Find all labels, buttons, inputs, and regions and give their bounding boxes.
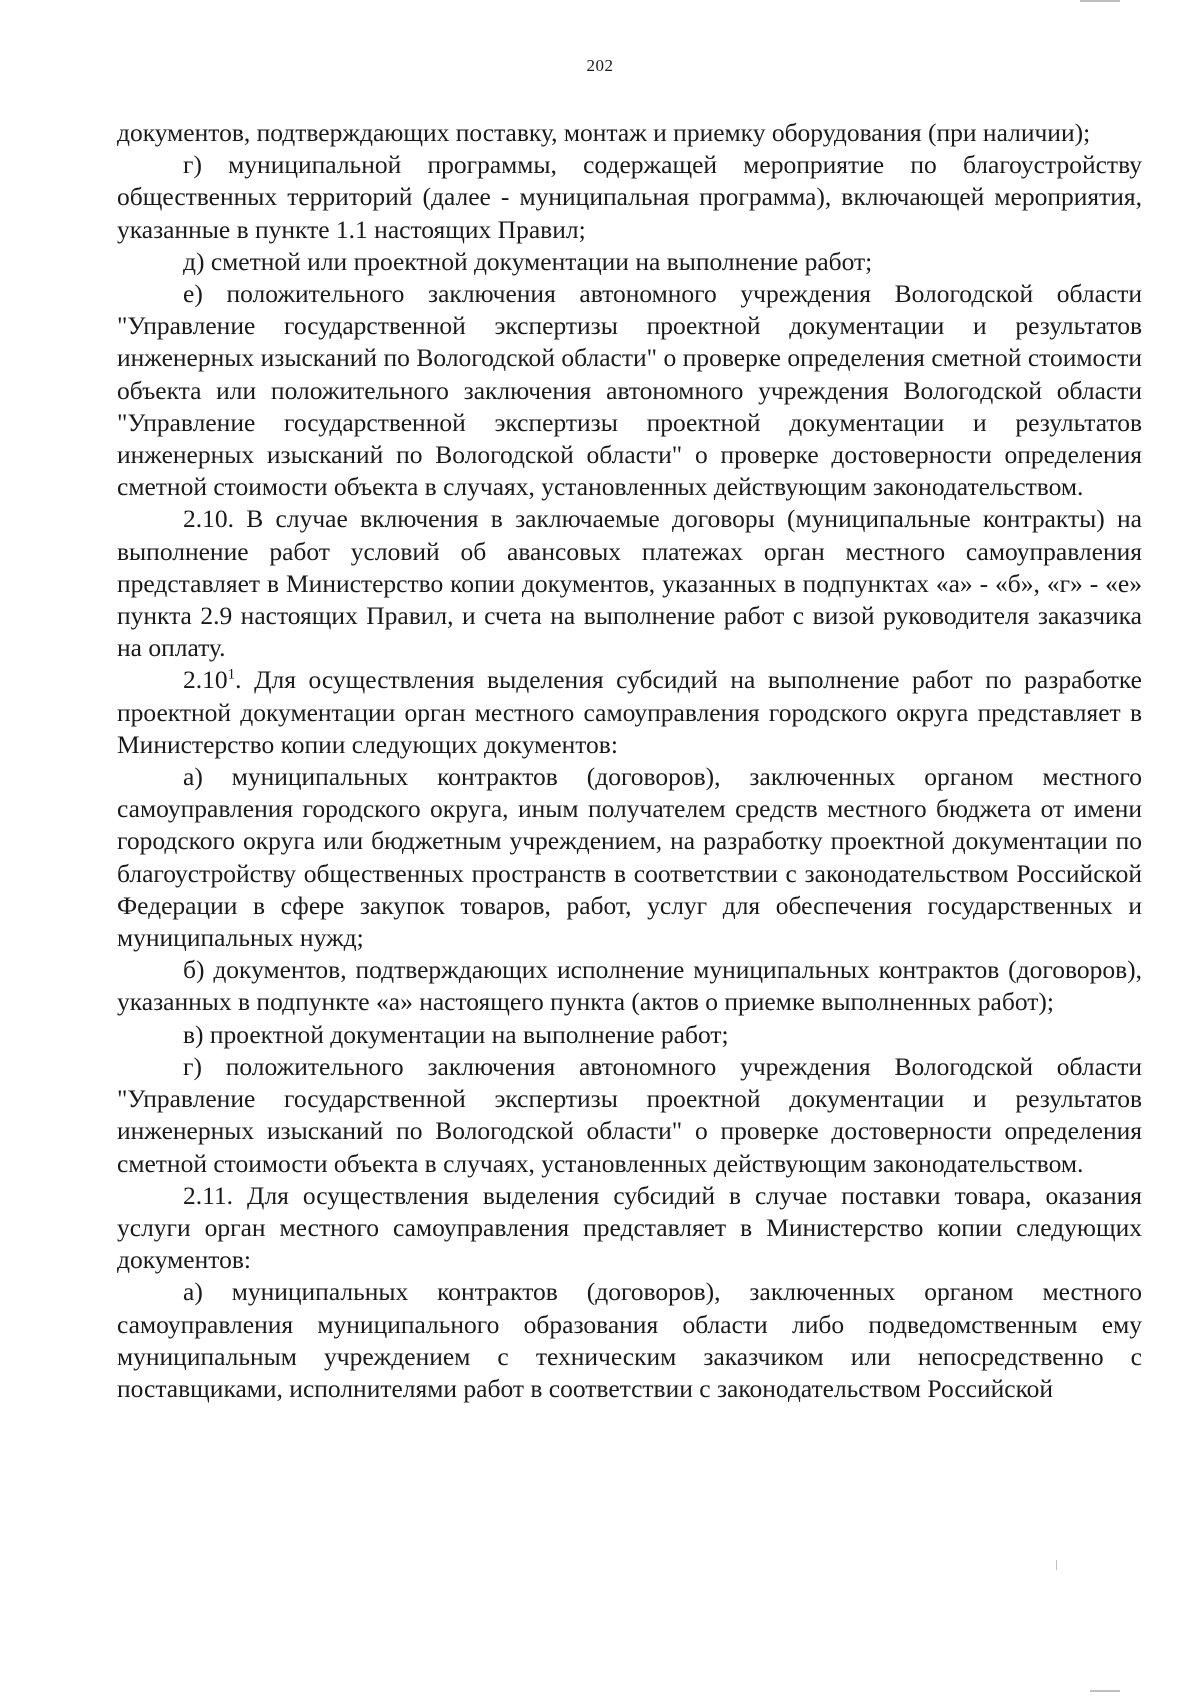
- paragraph-item-a: а) муниципальных контрактов (договоров), заключенных органом местного самоуправления городского округа, иным получателем средств местного бюджета от имени городского округа или бюджетным учреждением, на разработку проектной документации по благоустройству общественных пространств в соответствии с законодательством Российской Федерации в сфере закупок товаров, работ, услуг для обеспечения государственных и муниципальных нужд;: [117, 762, 1142, 953]
- scan-artifact-top: [1080, 0, 1120, 2]
- scan-artifact-bottom: [1090, 1690, 1120, 1692]
- paragraph-item-e: е) положительного заключения автономного учреждения Вологодской области "Управление государственной экспертизы проектной документации и результатов инженерных изысканий по Вологодской области" о проверке определения сметной стоимости объекта или положительного заключения автономного учреждения Вологодской области "Управление государственной экспертизы проектной документации и результатов инженерных изысканий по Вологодской области" о проверке достоверности определения сметной стоимости объекта в случаях, установленных действующим законодательством.: [117, 279, 1142, 502]
- paragraph-item-g2: г) положительного заключения автономного учреждения Вологодской области "Управление государственной экспертизы проектной документации и результатов инженерных изысканий по Вологодской области" о проверке достоверности определения сметной стоимости объекта в случаях, установленных действующим законодательством.: [117, 1051, 1142, 1178]
- paragraph-item-g: г) муниципальной программы, содержащей мероприятие по благоустройству общественных территорий (далее - муниципальная программа), включающей мероприятия, указанные в пункте 1.1 настоящих Правил;: [117, 150, 1142, 244]
- paragraph-2-11: 2.11. Для осуществления выделения субсидий в случае поставки товара, оказания услуги орган местного самоуправления представляет в Министерство копии следующих документов:: [117, 1180, 1142, 1275]
- page-number: 202: [586, 56, 614, 75]
- paragraph-2-10-1: [117, 664, 1142, 761]
- clause-text: . Для осуществления выделения субсидий на выполнение работ по разработке проектной документации орган местного самоуправления городского округа представляет в Министерство копии следующих документов:: [117, 665, 1142, 759]
- paragraph-item-a2: а) муниципальных контрактов (договоров), заключенных органом местного самоуправления муниципального образования области либо подведомственным ему муниципальным учреждением с техническим заказчиком или непосредственно с поставщиками, исполнителями работ в соответствии с законодательством Российской: [117, 1277, 1142, 1403]
- paragraph-continuation: документов, подтверждающих поставку, монтаж и приемку оборудования (при наличии);: [117, 118, 1091, 147]
- clause-superscript: 1: [227, 666, 236, 683]
- paragraph-item-b: б) документов, подтверждающих исполнение муниципальных контрактов (договоров), указанных в подпункте «а» настоящего пункта (актов о приемке выполненных работ);: [117, 955, 1142, 1017]
- paragraph-item-d: д) сметной или проектной документации на выполнение работ;: [183, 246, 873, 276]
- paragraph-2-10: 2.10. В случае включения в заключаемые договоры (муниципальные контракты) на выполнение работ условий об авансовых платежах орган местного самоуправления представляет в Министерство копии документов, указанных в подпунктах «а» - «б», «г» - «е» пункта 2.9 настоящих Правил, и счета на выполнение работ с визой руководителя заказчика на оплату.: [117, 504, 1142, 663]
- document-body: [117, 117, 1142, 1405]
- paragraph-item-v: в) проектной документации на выполнение работ;: [183, 1019, 729, 1049]
- scan-artifact-margin: [1056, 1560, 1057, 1570]
- clause-number: 2.10: [183, 665, 228, 695]
